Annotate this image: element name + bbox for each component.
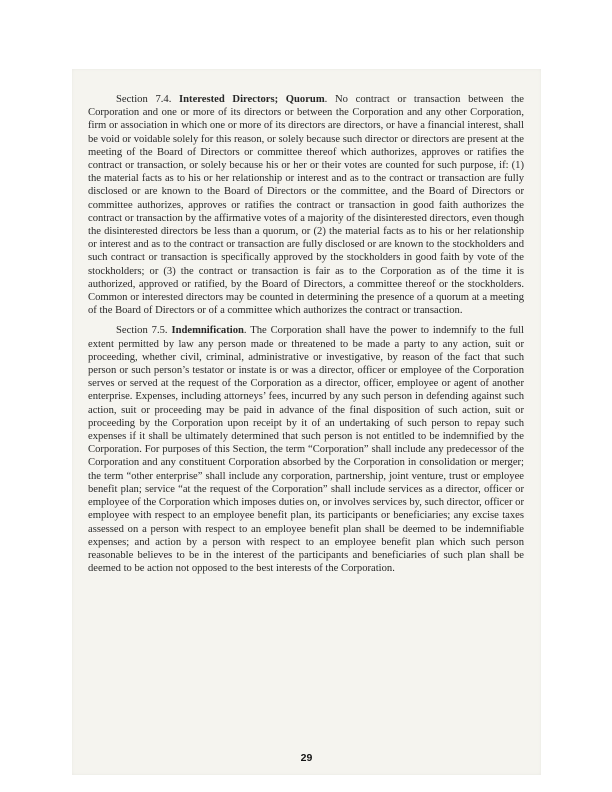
scanned-page [72, 69, 541, 775]
paragraph-section-7-5 [88, 324, 524, 575]
section-heading: Indemnification [171, 325, 244, 337]
section-body: . No contract or transaction between the Corporation and one or more of its directors or between the Corporation and any other Corporation, firm or association in which one or more of its directors are directors, or have a financial interest, shall be void or voidable solely for this reason, or solely because such director or directors are present at the meeting of the Board of Directors or committee thereof which authorizes, approves or ratifies the contract or transaction, or solely because his or her or their votes are counted for such purpose, if: (1) the material facts as to his or her relationship or interest and as to the contract or transaction are fully disclosed or are known to the Board of Directors or the committee, and the Board of Directors or committee authorizes, approves or ratifies the contract or transaction in good faith authorizes the contract or transaction by the affirmative votes of a majority of the disinterested directors, even though the disinterested directors be less than a quorum, or (2) the material facts as to his or her relationship or interest and as to the contract or transaction are fully disclosed or are known to the stockholders and such contract or transaction is specifically approved by the stockholders in good faith by vote of the stockholders; or (3) the contract or transaction is fair as to the Corporation as of the time it is authorized, approved or ratified, by the Board of Directors, a committee thereof or the stockholders. Common or interested directors may be counted in determining the presence of a quorum at a meeting of the Board of Directors or of a committee which authorizes the contract or transaction. [88, 94, 525, 317]
section-heading: Interested Directors; Quorum [179, 94, 325, 105]
paragraph-section-7-4 [88, 93, 524, 317]
section-label: Section 7.5. [116, 325, 168, 337]
section-label: Section 7.4. [116, 94, 172, 105]
section-body: . The Corporation shall have the power to indemnify to the full extent permitted by law any person made or threatened to be made a party to any action, suit or proceeding, whether civil, criminal, administrative or investigative, by reason of the fact that such person or such person’s testator or instate is or was a director, officer or employee of the Corporation serves or served at the request of the Corporation as a director, officer, employee or agent of another enterprise. Expenses, including attorneys’ fees, incurred by any such person in defending against such action, suit or proceeding may be paid in advance of the final disposition of such action, suit or proceeding by the Corporation upon receipt by it of an undertaking of such person to repay such expenses if it shall be ultimately determined that such person is not entitled to be indemnified by the Corporation. For purposes of this Section, the term “Corporation” shall include any predecessor of the Corporation and any constituent Corporation absorbed by the Corporation in consolidation or merger; the term “other enterprise” shall include any corporation, partnership, joint venture, trust or employee benefit plan; service “at the request of the Corporation” shall include services as a director, officer or employee of the Corporation which imposes duties on, or involves services by, such director, officer or employee with respect to an employee benefit plan, its participants or beneficiaries; any excise taxes assessed on a person with respect to an employee benefit plan shall be deemed to be indemnifiable expenses; and action by a person with respect to an employee benefit plan which such person reasonable believes to be in the interest of the participants and beneficiaries of such plan shall be deemed to be action not opposed to the best interests of the Corporation. [88, 325, 524, 575]
page-number: 29 [300, 752, 313, 764]
document-text-block [88, 93, 524, 575]
